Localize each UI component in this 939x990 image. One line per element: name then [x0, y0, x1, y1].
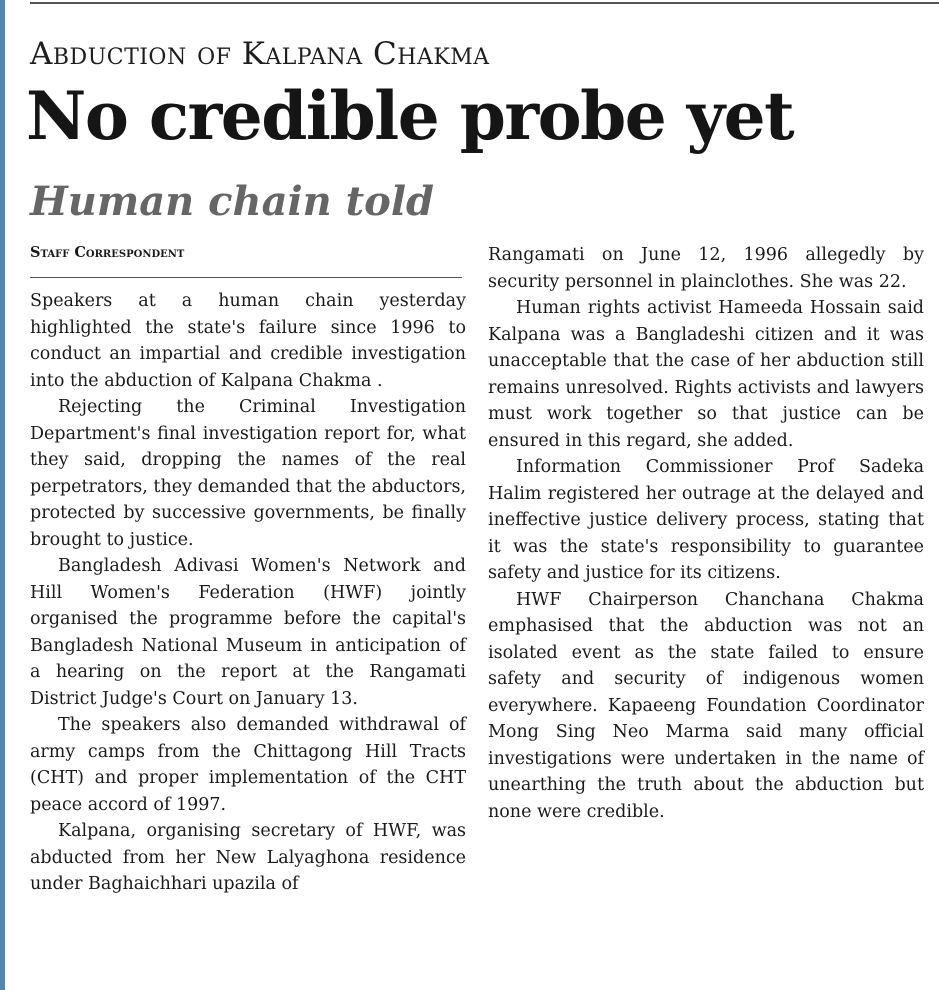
top-rule — [30, 2, 939, 4]
article-column-2 — [488, 242, 924, 825]
paragraph: The speakers also demanded withdrawal of army camps from the Chittagong Hill Tracts (CHT) and proper implementation of the CHT peace accord of 1997. — [30, 715, 466, 815]
byline-divider — [30, 277, 462, 278]
paragraph: Rangamati on June 12, 1996 allegedly by security personnel in plainclothes. She was 22. — [488, 245, 924, 292]
paragraph: Bangladesh Adivasi Women's Network and Hill Women's Federation (HWF) jointly organised the programme before the capital's Bangladesh National Museum in anticipation of a hearing on the report at the Rangamati District Judge's Court on January 13. — [30, 556, 466, 709]
paragraph: HWF Chairperson Chanchana Chakma emphasised that the abduction was not an isolated event as the state failed to ensure safety and security of indigenous women everywhere. Kapaeeng Foundation Coordinator Mong Sing Neo Marma said many official investigations were undertaken in the name of unearthing the truth about the abduction but none were credible. — [488, 589, 924, 822]
article-byline: Staff Correspondent — [30, 244, 185, 261]
article-headline: No credible probe yet — [26, 77, 794, 155]
paragraph: Kalpana, organising secretary of HWF, was abducted from her New Lalyaghona residence under Baghaichhari upazila of — [30, 821, 466, 894]
article-column-1 — [30, 288, 466, 898]
article-subhead: Human chain told — [30, 178, 435, 225]
paragraph: Human rights activist Hameeda Hossain said Kalpana was a Bangladeshi citizen and it was unacceptable that the case of her abduction still remains unresolved. Rights activists and lawyers must work together so that justice can be ensured in this regard, she added. — [488, 298, 924, 451]
paragraph: Speakers at a human chain yesterday highlighted the state's failure since 1996 to conduct an impartial and credible investigation into the abduction of Kalpana Chakma . — [30, 291, 466, 391]
paragraph: Information Commissioner Prof Sadeka Halim registered her outrage at the delayed and ineffective justice delivery process, stating that it was the state's responsibility to guarantee safety and justice for its citizens. — [488, 457, 924, 583]
paragraph: Rejecting the Criminal Investigation Department's final investigation report for, what they said, dropping the names of the real perpetrators, they demanded that the abductors, protected by successive governments, be finally brought to justice. — [30, 397, 466, 550]
page-edge-bar — [0, 0, 5, 990]
article-kicker: Abduction of Kalpana Chakma — [30, 36, 490, 72]
